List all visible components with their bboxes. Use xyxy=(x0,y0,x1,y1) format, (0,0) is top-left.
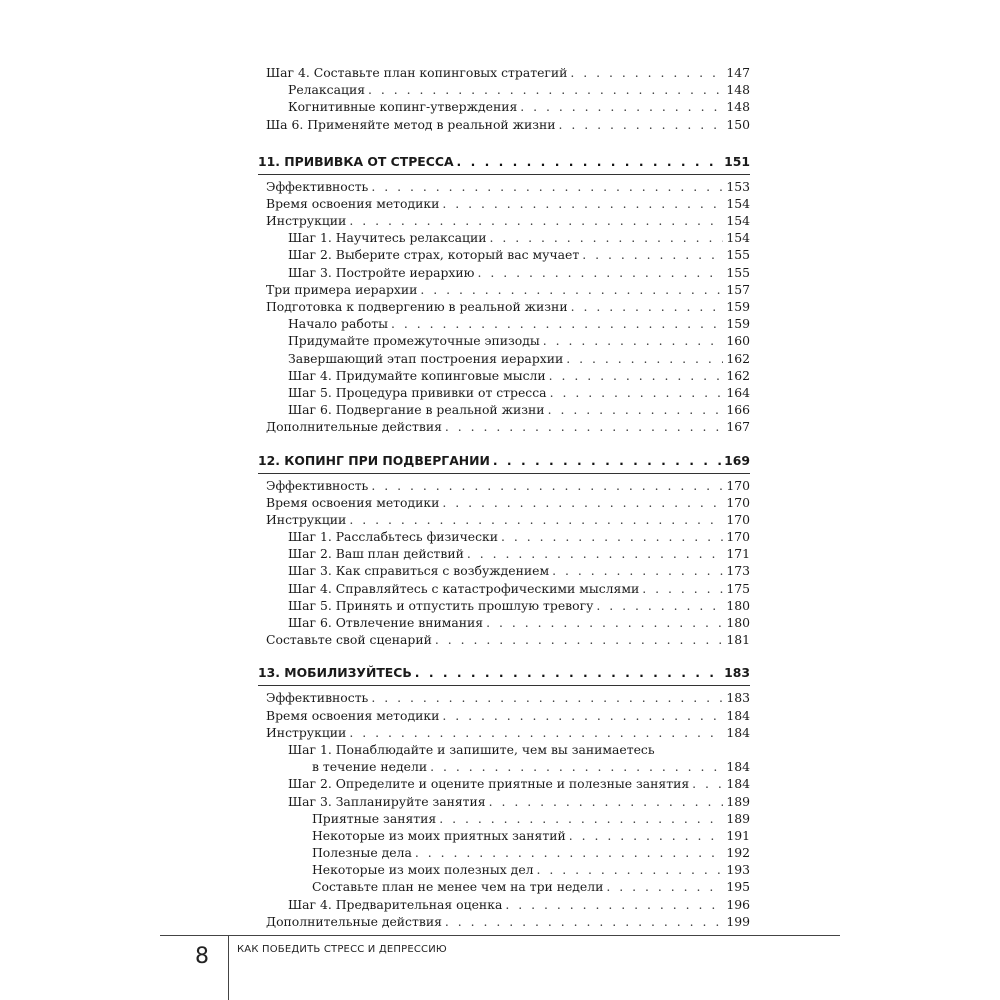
toc-entry: Составьте свой сценарий . . . 181 xyxy=(258,631,750,648)
running-title: КАК ПОБЕДИТЬ СТРЕСС И ДЕПРЕССИЮ xyxy=(237,944,447,955)
toc-entry: Шаг 3. Постройте иерархию . . . 155 xyxy=(258,264,750,281)
toc-entry: Шаг 2. Определите и оцените приятные и полезные занятия . . . 184 xyxy=(258,775,750,792)
footer-vertical-divider xyxy=(228,935,229,1000)
toc-entry: Эффективность . . . 153 xyxy=(258,178,750,195)
toc-entry: Шаг 4. Справляйтесь с катастрофическими мыслями . . . 175 xyxy=(258,580,750,597)
toc-entry: Инструкции . . . 184 xyxy=(258,724,750,741)
table-of-contents xyxy=(258,64,750,930)
toc-entry: Шаг 5. Принять и отпустить прошлую тревогу . . . 180 xyxy=(258,597,750,614)
chapter-heading: 13. МОБИЛИЗУЙТЕСЬ . . . 183 xyxy=(258,664,750,686)
toc-entry: Время освоения методики . . . 184 xyxy=(258,707,750,724)
toc-entry: Шаг 6. Подвергание в реальной жизни . . . 166 xyxy=(258,401,750,418)
toc-entry: Начало работы . . . 159 xyxy=(258,315,750,332)
toc-entry: Шаг 5. Процедура прививки от стресса . . . 164 xyxy=(258,384,750,401)
chapter-heading: 12. КОПИНГ ПРИ ПОДВЕРГАНИИ . . . 169 xyxy=(258,452,750,474)
chapter-heading: 11. ПРИВИВКА ОТ СТРЕССА . . . 151 xyxy=(258,153,750,175)
toc-entry: Составьте план не менее чем на три недели . . . 195 xyxy=(258,879,750,896)
toc-entry: Эффективность . . . 170 xyxy=(258,477,750,494)
toc-entry: Полезные дела . . . 192 xyxy=(258,844,750,861)
toc-entry: Ша 6. Применяйте метод в реальной жизни . . . 150 xyxy=(258,116,750,133)
toc-entry: Дополнительные действия . . . 167 xyxy=(258,418,750,435)
toc-entry: Шаг 3. Как справиться с возбуждением . . . 173 xyxy=(258,563,750,580)
toc-entry: Инструкции . . . 154 xyxy=(258,212,750,229)
toc-entry: Некоторые из моих приятных занятий . . . 191 xyxy=(258,827,750,844)
toc-entry: Подготовка к подвергению в реальной жизни . . . 159 xyxy=(258,298,750,315)
toc-entry-continuation: в течение недели . . . 184 xyxy=(258,758,750,775)
toc-entry: Шаг 2. Ваш план действий . . . 171 xyxy=(258,545,750,562)
toc-entry: Шаг 6. Отвлечение внимания . . . 180 xyxy=(258,614,750,631)
toc-entry: Эффективность . . . 183 xyxy=(258,689,750,706)
toc-entry: Шаг 4. Составьте план копинговых стратегий . . . 147 xyxy=(258,64,750,81)
toc-entry: Шаг 4. Придумайте копинговые мысли . . . 162 xyxy=(258,367,750,384)
toc-entry: Шаг 1. Научитесь релаксации . . . 154 xyxy=(258,229,750,246)
toc-entry: Придумайте промежуточные эпизоды . . . 160 xyxy=(258,332,750,349)
toc-entry: Когнитивные копинг-утверждения . . . 148 xyxy=(258,98,750,115)
page-number: 8 xyxy=(195,944,209,969)
toc-entry: Шаг 1. Расслабьтесь физически . . . 170 xyxy=(258,528,750,545)
toc-entry: Шаг 3. Запланируйте занятия . . . 189 xyxy=(258,793,750,810)
toc-entry: Время освоения методики . . . 170 xyxy=(258,494,750,511)
toc-entry: Некоторые из моих полезных дел . . . 193 xyxy=(258,861,750,878)
toc-entry: Три примера иерархии . . . 157 xyxy=(258,281,750,298)
toc-entry: Инструкции . . . 170 xyxy=(258,511,750,528)
toc-entry: Приятные занятия . . . 189 xyxy=(258,810,750,827)
toc-entry: Дополнительные действия . . . 199 xyxy=(258,913,750,930)
toc-entry: Шаг 4. Предварительная оценка . . . 196 xyxy=(258,896,750,913)
toc-entry: Релаксация . . . 148 xyxy=(258,81,750,98)
toc-entry: Шаг 1. Понаблюдайте и запишите, чем вы занимаетесь xyxy=(288,741,655,757)
footer-divider xyxy=(160,935,840,936)
toc-entry: Шаг 2. Выберите страх, который вас мучает . . . 155 xyxy=(258,247,750,264)
toc-entry: Завершающий этап построения иерархии . . . 162 xyxy=(258,350,750,367)
toc-entry: Время освоения методики . . . 154 xyxy=(258,195,750,212)
